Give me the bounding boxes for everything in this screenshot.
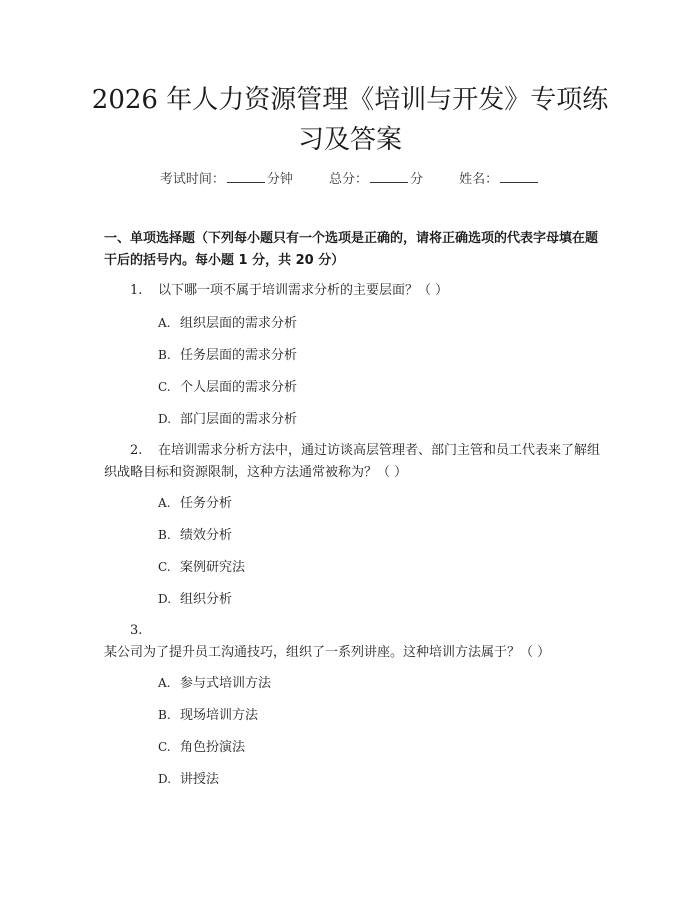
option-text: 角色扮演法 [180,740,246,755]
question-2 [104,440,600,484]
option-1d [158,409,297,430]
option-text: 个人层面的需求分析 [180,380,298,395]
option-3b [158,705,258,726]
option-2d [158,589,232,610]
student-name-label: 姓名： [459,172,499,187]
option-1a [158,313,297,334]
question-text: 某公司为了提升员工沟通技巧，组织了一系列讲座。这种培训方法属于？（ ） [104,645,551,660]
option-text: 任务分析 [180,496,233,511]
exam-time-unit: 分钟 [266,172,293,187]
question-text: 在培训需求分析方法中，通过访谈高层管理者、部门主管和员工代表来了解组织战略目标和资源限制，这种方法通常被称为？（ ） [104,443,601,480]
option-text: 绩效分析 [180,528,233,543]
option-text: 参与式培训方法 [180,676,272,691]
option-text: 现场培训方法 [180,708,259,723]
question-number: 3. [130,623,143,638]
option-2c [158,557,245,578]
option-letter: C. [158,380,171,394]
option-2a [158,493,232,514]
document-title [70,80,630,160]
question-number: 2. [130,443,143,458]
exam-time-blank [227,170,265,183]
question-text: 以下哪一项不属于培训需求分析的主要层面？（ ） [158,283,449,298]
exam-time-label: 考试时间： [159,172,225,187]
total-score-unit: 分 [410,172,424,187]
option-1c [158,377,297,398]
option-letter: B. [158,348,171,362]
title-line-2: 习及答案 [297,125,402,155]
option-3d [158,769,219,790]
option-text: 任务层面的需求分析 [180,348,298,363]
option-letter: D. [158,592,172,606]
option-text: 讲授法 [180,772,220,787]
total-score-blank [370,170,408,183]
option-3c [158,737,245,758]
student-name-blank [500,170,538,183]
option-letter: B. [158,708,171,722]
option-letter: A. [158,496,171,510]
option-text: 组织分析 [180,592,233,607]
student-name [459,172,540,187]
option-letter: B. [158,528,171,542]
question-3 [104,620,600,664]
option-letter: A. [158,316,171,330]
question-1 [104,280,600,302]
option-text: 部门层面的需求分析 [180,412,298,427]
option-letter: C. [158,560,171,574]
option-2b [158,525,232,546]
exam-time [160,172,293,187]
option-3a [158,673,271,694]
title-line-1: 2026 年人力资源管理《培训与开发》专项练 [91,85,609,115]
option-letter: D. [158,412,172,426]
exam-meta [0,168,700,187]
option-letter: C. [158,740,171,754]
option-letter: D. [158,772,172,786]
question-number: 1. [130,283,143,298]
total-score [329,172,423,187]
option-letter: A. [158,676,171,690]
option-text: 案例研究法 [180,560,246,575]
option-1b [158,345,297,366]
total-score-label: 总分： [328,172,368,187]
section-heading: 一、单项选择题（下列每小题只有一个选项是正确的，请将正确选项的代表字母填在题干后的括号内。每小题 1 分，共 20 分） [104,231,599,268]
option-text: 组织层面的需求分析 [180,316,298,331]
